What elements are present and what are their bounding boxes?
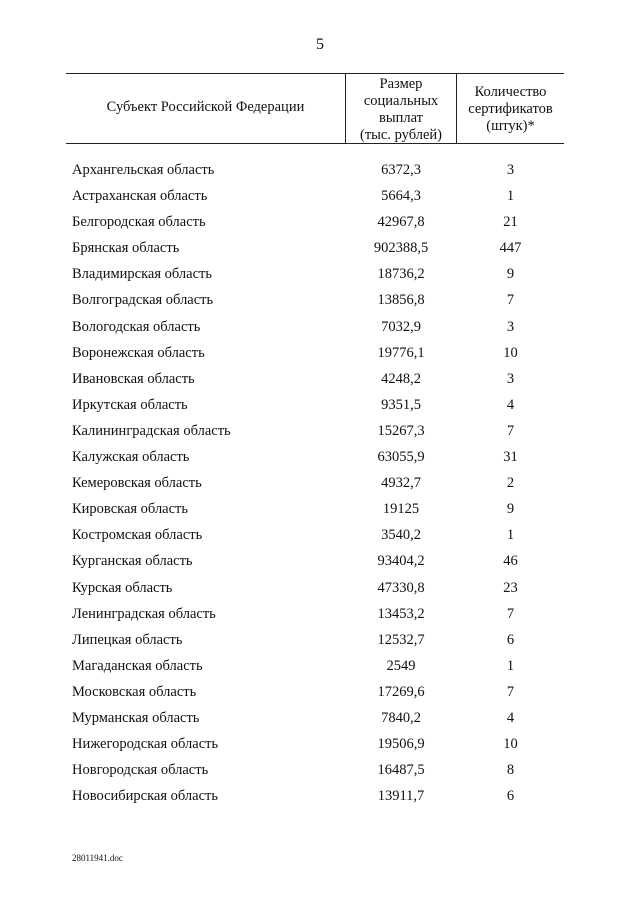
certificate-count: 2 [506, 475, 515, 492]
region-name: Мурманская область [72, 709, 200, 726]
payment-amount: 4248,2 [381, 370, 421, 387]
header-amount-line: выплат [379, 110, 423, 126]
header-count-line: Количество [474, 84, 547, 100]
region-name: Магаданская область [72, 657, 203, 674]
table-body [0, 157, 640, 809]
table-row [0, 548, 640, 574]
certificate-count: 7 [506, 292, 515, 309]
header-amount-line: (тыс. рублей) [360, 127, 442, 143]
table-row [0, 679, 640, 705]
header-count [457, 84, 564, 135]
payment-amount: 63055,9 [377, 449, 425, 466]
region-name: Курганская область [72, 553, 193, 570]
header-count-line: сертификатов [468, 101, 553, 117]
table-row [0, 575, 640, 601]
certificate-count: 1 [506, 527, 515, 544]
certificate-count: 6 [506, 788, 515, 805]
certificate-count: 31 [503, 449, 518, 466]
payment-amount: 3540,2 [381, 527, 421, 544]
payment-amount: 15267,3 [377, 422, 425, 439]
region-name: Костромская область [72, 527, 203, 544]
region-name: Липецкая область [72, 631, 183, 648]
table-row [0, 235, 640, 261]
header-amount-line: социальных [363, 93, 439, 109]
certificate-count: 3 [506, 162, 515, 178]
certificate-count: 1 [506, 188, 515, 205]
payment-amount: 19506,9 [377, 736, 425, 753]
table-row [0, 522, 640, 548]
region-name: Ивановская область [72, 370, 195, 387]
table-row [0, 392, 640, 418]
certificate-count: 6 [506, 631, 515, 648]
payment-amount: 902388,5 [373, 240, 429, 257]
header-amount [346, 76, 456, 144]
region-name: Брянская область [72, 240, 180, 257]
payment-amount: 93404,2 [377, 553, 425, 570]
payment-amount: 47330,8 [377, 579, 425, 596]
region-name: Кемеровская область [72, 475, 202, 492]
table-row [0, 314, 640, 340]
table-row [0, 470, 640, 496]
payment-amount: 13911,7 [377, 788, 425, 805]
region-name: Ленинградская область [72, 605, 216, 622]
table-header-bottom-rule [66, 143, 564, 144]
region-name: Новосибирская область [72, 788, 218, 805]
payment-amount: 19125 [382, 501, 420, 518]
payment-amount: 17269,6 [377, 683, 425, 700]
table-row [0, 209, 640, 235]
table-row [0, 653, 640, 679]
region-name: Нижегородская область [72, 736, 219, 753]
region-name: Вологодская область [72, 318, 201, 335]
payment-amount: 19776,1 [377, 344, 425, 361]
payment-amount: 16487,5 [377, 762, 425, 779]
certificate-count: 7 [506, 605, 515, 622]
table-row [0, 627, 640, 653]
payment-amount: 7840,2 [381, 709, 421, 726]
table-row [0, 183, 640, 209]
region-name: Белгородская область [72, 214, 206, 231]
region-name: Воронежская область [72, 344, 205, 361]
header-subject: Субъект Российской Федерации [106, 99, 305, 115]
region-name: Владимирская область [72, 266, 212, 283]
table-row [0, 705, 640, 731]
payment-amount: 13856,8 [377, 292, 425, 309]
table-row [0, 261, 640, 287]
certificate-count: 3 [506, 318, 515, 335]
certificate-count: 7 [506, 422, 515, 439]
certificate-count: 4 [506, 396, 515, 413]
region-name: Иркутская область [72, 396, 188, 413]
payment-amount: 42967,8 [377, 214, 425, 231]
table-row [0, 340, 640, 366]
certificate-count: 10 [503, 344, 518, 361]
certificate-count: 46 [503, 553, 518, 570]
table-row [0, 757, 640, 783]
certificate-count: 8 [506, 762, 515, 779]
table-row [0, 444, 640, 470]
certificate-count: 9 [506, 501, 515, 518]
certificate-count: 447 [499, 240, 522, 257]
payment-amount: 6372,3 [381, 162, 421, 178]
region-name: Архангельская область [72, 162, 215, 178]
certificate-count: 9 [506, 266, 515, 283]
table-row [0, 783, 640, 809]
table-row [0, 496, 640, 522]
table-row [0, 731, 640, 757]
certificate-count: 4 [506, 709, 515, 726]
payment-amount: 18736,2 [377, 266, 425, 283]
region-name: Астраханская область [72, 188, 208, 205]
payment-amount: 5664,3 [381, 188, 421, 205]
payment-amount: 2549 [386, 657, 416, 674]
region-name: Кировская область [72, 501, 189, 518]
certificate-count: 23 [503, 579, 518, 596]
certificate-count: 1 [506, 657, 515, 674]
payment-amount: 9351,5 [381, 396, 421, 413]
document-file-id: 28011941.doc [72, 853, 123, 863]
header-count-line: (штук)* [486, 118, 535, 134]
region-name: Волгоградская область [72, 292, 214, 309]
payment-amount: 4932,7 [381, 475, 421, 492]
page-number: 5 [316, 36, 324, 53]
table-row [0, 157, 640, 183]
certificate-count: 7 [506, 683, 515, 700]
certificate-count: 10 [503, 736, 518, 753]
payment-amount: 13453,2 [377, 605, 425, 622]
payment-amount: 7032,9 [381, 318, 421, 335]
certificate-count: 3 [506, 370, 515, 387]
certificate-count: 21 [503, 214, 518, 231]
region-name: Калининградская область [72, 422, 231, 439]
header-amount-line: Размер [379, 76, 423, 92]
region-name: Калужская область [72, 449, 190, 466]
table-row [0, 418, 640, 444]
region-name: Курская область [72, 579, 173, 596]
table-top-rule [66, 73, 564, 74]
table-row [0, 366, 640, 392]
region-name: Новгородская область [72, 762, 209, 779]
table-row [0, 601, 640, 627]
region-name: Московская область [72, 683, 197, 700]
payment-amount: 12532,7 [377, 631, 425, 648]
table-row [0, 287, 640, 313]
